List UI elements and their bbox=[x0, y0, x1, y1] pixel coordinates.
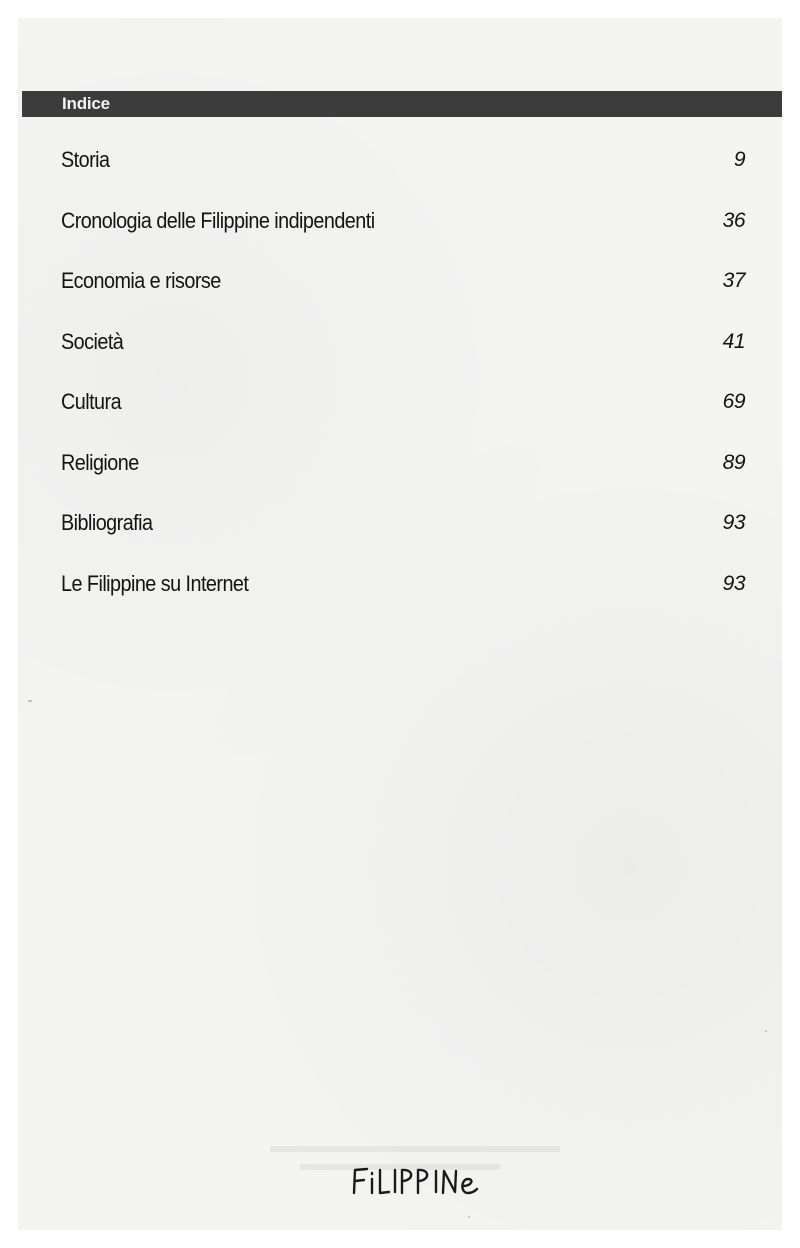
toc-entry-title: Cronologia delle Filippine indipendenti bbox=[61, 207, 375, 233]
paper-speck bbox=[765, 1030, 767, 1032]
toc-entry-page: 41 bbox=[722, 329, 745, 353]
toc-entry-page: 93 bbox=[722, 511, 745, 534]
toc-entry-title: Storia bbox=[61, 147, 110, 172]
paper-speck bbox=[468, 1216, 470, 1218]
toc-entry-page: 89 bbox=[722, 450, 745, 474]
toc-entry-title: Bibliografia bbox=[61, 510, 153, 535]
paper-speck bbox=[28, 700, 32, 702]
index-header-bar bbox=[22, 91, 782, 117]
toc-entry-page: 69 bbox=[722, 390, 745, 413]
toc-entry-title: Società bbox=[61, 328, 124, 354]
toc-entry bbox=[61, 322, 745, 383]
toc-entry bbox=[61, 564, 745, 625]
toc-entry bbox=[61, 382, 745, 443]
toc-entry-page: 9 bbox=[733, 148, 745, 171]
toc-entry-title: Le Filippine su Internet bbox=[61, 570, 249, 596]
toc-entry-page: 37 bbox=[722, 269, 745, 292]
toc-entry-title: Cultura bbox=[61, 389, 122, 414]
toc-entry-page: 93 bbox=[722, 571, 745, 595]
filippine-logo bbox=[348, 1166, 488, 1196]
toc-entry bbox=[61, 443, 745, 504]
toc-entry bbox=[61, 140, 745, 201]
toc-entry-title: Economia e risorse bbox=[61, 268, 221, 293]
index-title: Indice bbox=[62, 94, 110, 113]
toc-entry bbox=[61, 503, 745, 564]
toc-entry bbox=[61, 201, 745, 262]
toc-entry-page: 36 bbox=[722, 208, 745, 232]
table-of-contents bbox=[61, 140, 745, 624]
toc-entry bbox=[61, 261, 745, 322]
toc-entry-title: Religione bbox=[61, 449, 139, 475]
